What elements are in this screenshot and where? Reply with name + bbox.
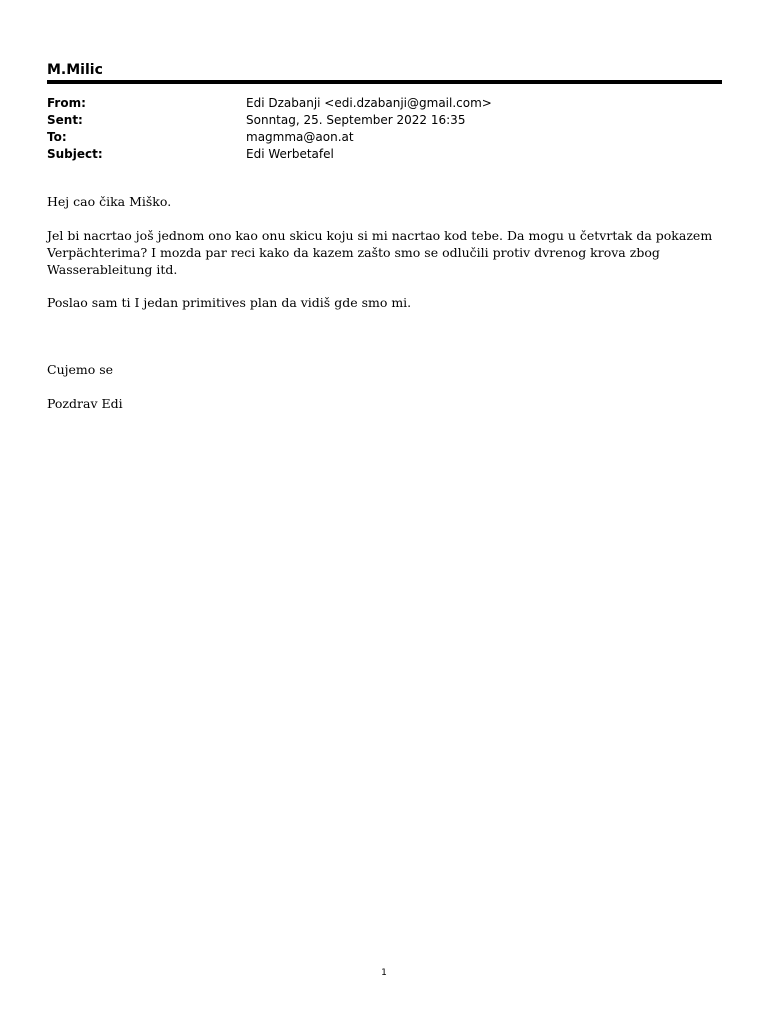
header-row-to xyxy=(47,129,722,146)
sent-value: Sonntag, 25. September 2022 16:35 xyxy=(246,113,466,127)
header-row-sent xyxy=(47,112,722,129)
email-paragraph-2: Poslao sam ti I jedan primitives plan da vidiš gde smo mi. xyxy=(47,295,412,310)
subject-label: Subject: xyxy=(47,147,103,161)
header-row-subject xyxy=(47,146,722,163)
paragraph-1-line: Wasserableitung itd. xyxy=(47,262,178,277)
from-label: From: xyxy=(47,96,86,110)
header-row-from xyxy=(47,95,722,112)
email-headers xyxy=(47,95,722,163)
subject-value: Edi Werbetafel xyxy=(246,147,334,161)
paragraph-1-line: Verpächterima? I mozda par reci kako da kazem zašto smo se odlučili protiv dvrenog krova zbog xyxy=(47,245,660,260)
email-signature: Pozdrav Edi xyxy=(47,396,123,411)
page-number: 1 xyxy=(381,968,387,978)
email-closing: Cujemo se xyxy=(47,362,114,377)
email-paragraph-1 xyxy=(47,227,722,278)
to-value: magmma@aon.at xyxy=(246,130,354,144)
to-label: To: xyxy=(47,130,67,144)
sent-label: Sent: xyxy=(47,113,83,127)
account-name: M.Milic xyxy=(47,62,103,78)
email-greeting: Hej cao čika Miško. xyxy=(47,194,172,209)
paragraph-1-line: Jel bi nacrtao još jednom ono kao onu skicu koju si mi nacrtao kod tebe. Da mogu u četvrtak da pokazem xyxy=(47,228,713,243)
header-divider xyxy=(47,80,722,84)
from-value: Edi Dzabanji <edi.dzabanji@gmail.com> xyxy=(246,96,492,110)
